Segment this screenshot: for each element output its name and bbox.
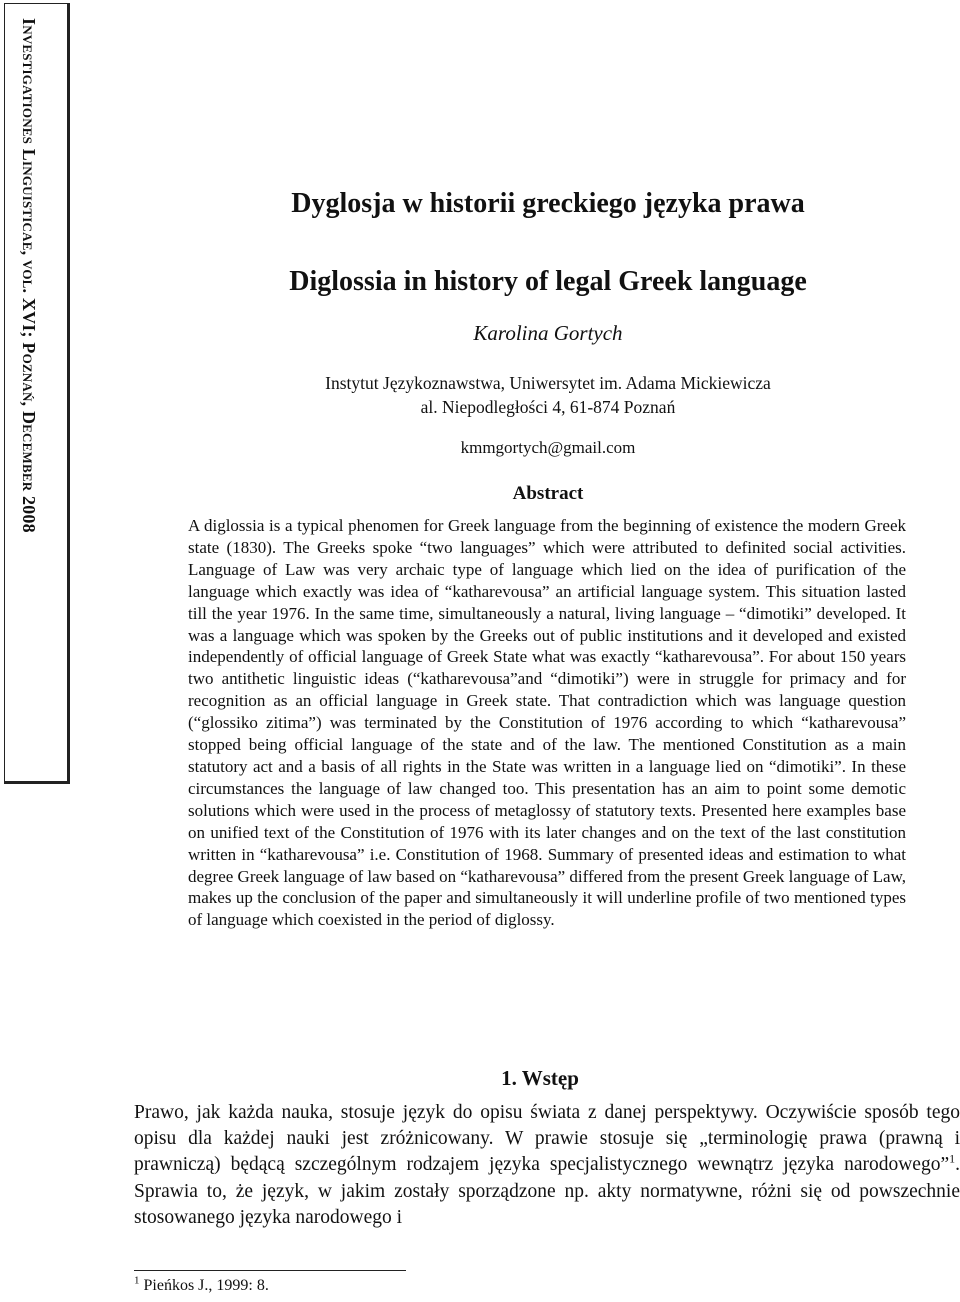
footnote <box>134 1276 269 1296</box>
abstract-text: A diglossia is a typical phenomen for Greek language from the beginning of existence the modern Greek state (1830). The Greeks spoke “two languages” which were attributed to definited social activities. Language of Law was very archaic type of language which lied on the idea of purification of the language which exactly was idea of “katharevousa” an artificial language system. This situation lasted till the year 1976. In the same time, simultaneously a natural, living language – “dimotiki” developed. It was a language which was spoken by the Greeks out of public institutions and it developed and existed independently of official language of Greek State what was exactly “katharevousa”. For about 150 years two antithetic linguistic ideas (“katharevousa”and “dimotiki”) were in struggle for primacy and for recognition as an official language in Greek state. That contradiction which was language question (“glossiko zitima”) was terminated by the Constitution of 1976 according to which “katharevousa” stopped being official language of the state and of the law. The mentioned Constitution as a main statutory act and a basis of all rights in the State was written in a language lied on “dimotiki”. In these circumstances the language of law changed too. This presentation has an aim to point some demotic solutions which were used in the process of metaglossy of statutory texts. Presented here examples base on unified text of the Constitution of 1976 with its later changes and on the text of the last constitution written in “katharevousa” i.e. Constitution of 1968. Summary of presented ideas and estimation to what degree Greek language of law based on “katharevousa” differed from the present Greek language of Law, makes up the conclusion of the paper and simultaneously it will underline profile of two mentioned types of language which coexisted in the period of diglossy. <box>188 516 906 930</box>
journal-header-box <box>4 3 70 784</box>
footnote-divider <box>134 1270 406 1271</box>
journal-header: Investigationes Linguisticae, vol. XVI; Poznań, December 2008 <box>19 18 39 533</box>
author-email: kmmgortych@gmail.com <box>460 438 636 457</box>
footnote-number: 1 <box>134 1274 140 1287</box>
title-polish: Dyglosja w historii greckiego języka prawa <box>291 188 805 219</box>
affiliation-line-2: al. Niepodległości 4, 61-874 Poznań <box>420 397 676 417</box>
author-name: Karolina Gortych <box>473 321 623 345</box>
section-heading: 1. Wstęp <box>501 1066 579 1090</box>
section-text-part-2: . Sprawia to, że język, w jakim zostały sporządzone np. akty normatywne, różni się od powszechnie stosowanego języka narodowego i <box>134 1154 960 1228</box>
section-text-part-1: Prawo, jak każda nauka, stosuje język do opisu świata z danej perspektywy. Oczywiście sposób tego opisu dla każdej nauki jest zróżnicowany. W prawie stosuje się „terminologię prawa (prawną i prawniczą) będącą szczególnym rodzajem języka specjalistycznego wewnątrz języka narodowego” <box>134 1102 960 1176</box>
footnote-reference: 1 <box>949 1151 956 1166</box>
author-affiliation <box>190 371 906 419</box>
title-english: Diglossia in history of legal Greek language <box>289 266 807 297</box>
affiliation-line-1: Instytut Językoznawstwa, Uniwersytet im. Adama Mickiewicza <box>325 373 771 393</box>
section-body <box>134 1100 960 1231</box>
abstract-heading: Abstract <box>512 483 584 504</box>
footnote-text: Pieńkos J., 1999: 8. <box>139 1277 269 1294</box>
